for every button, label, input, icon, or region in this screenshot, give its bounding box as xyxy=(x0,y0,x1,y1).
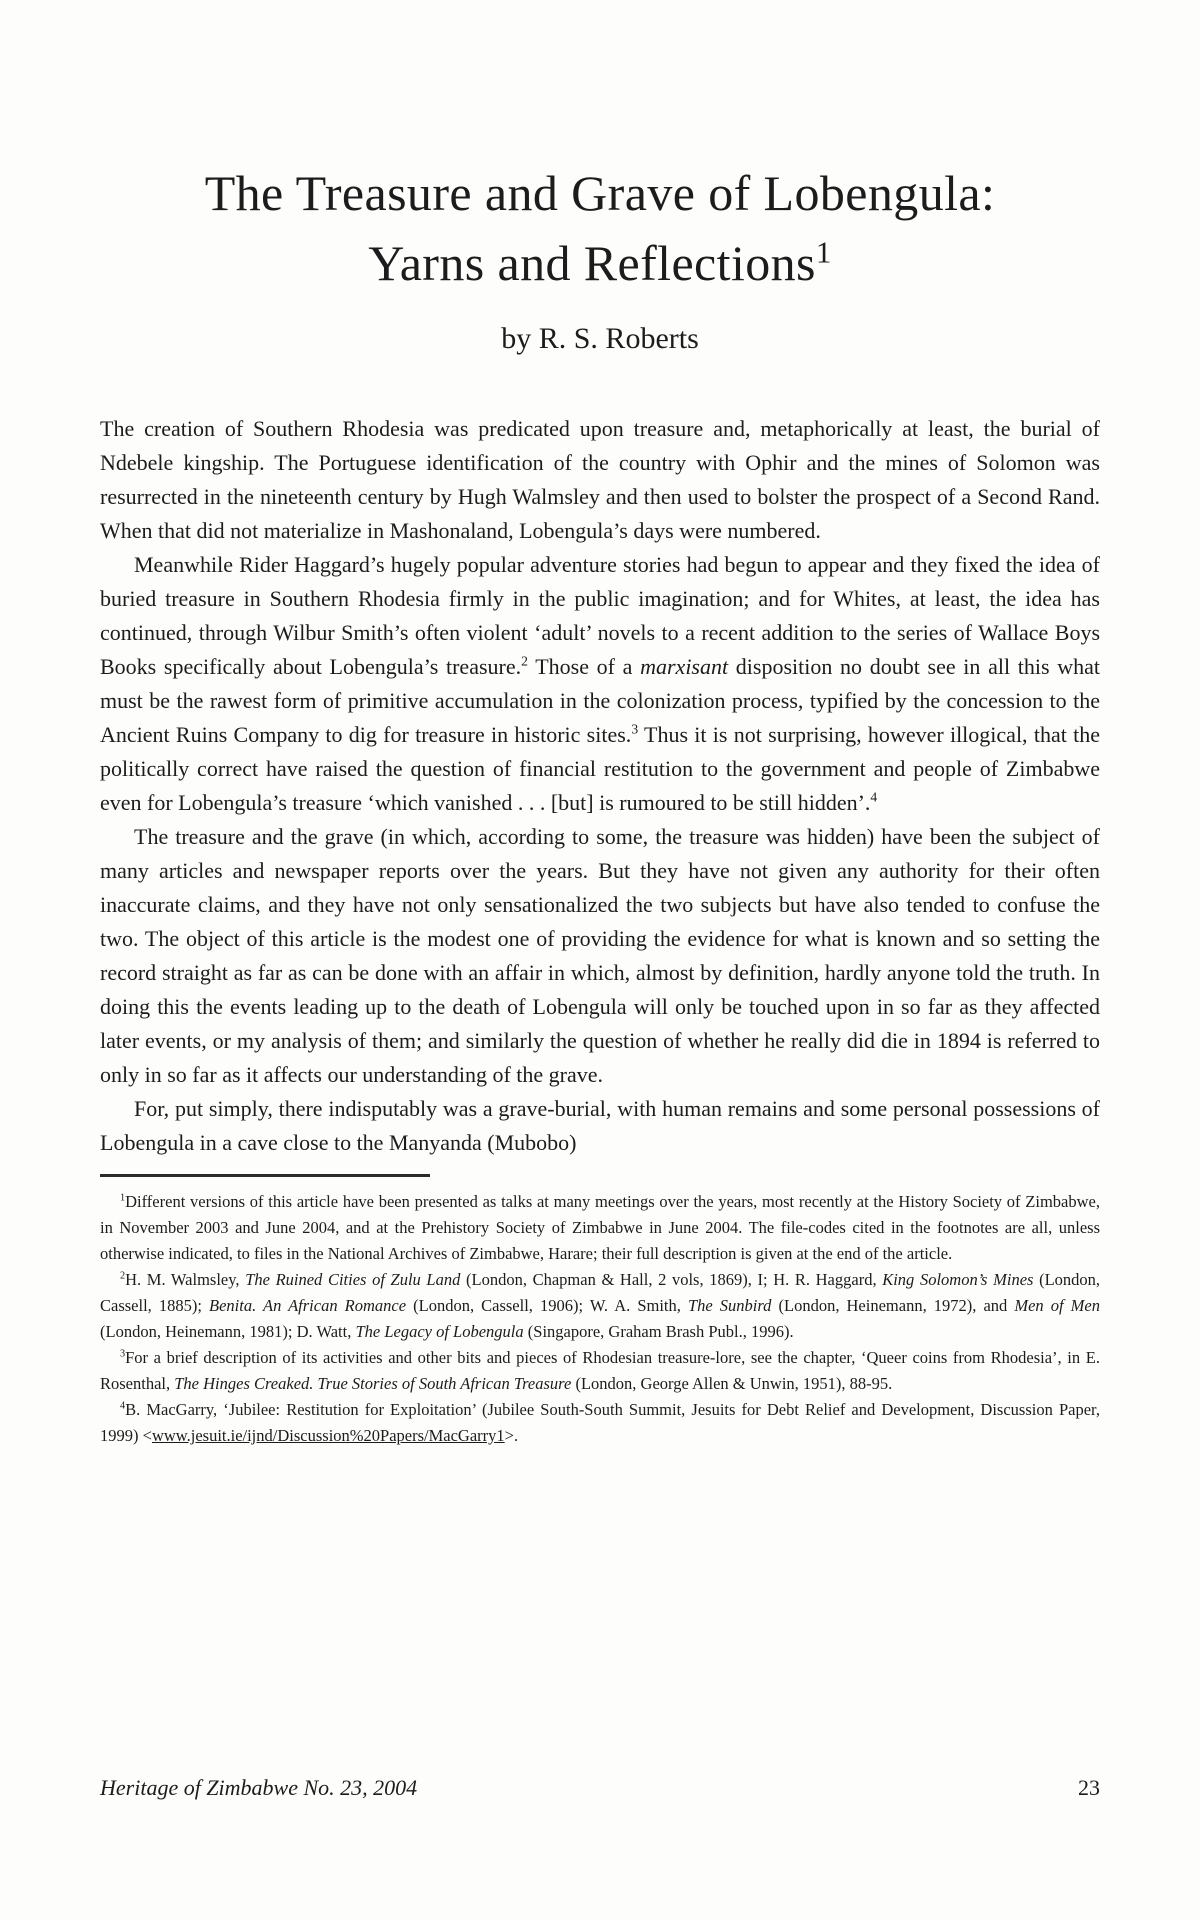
text-run: (London, Cassell, 1906); W. A. Smith, xyxy=(406,1296,688,1315)
text-run: For a brief description of its activities and other bits and pieces of Rhodesian treasure-lore, see the chapter, ‘Queer coins from Rhodesia’, in E. Rosenthal, xyxy=(100,1348,1100,1393)
text-run: 1 xyxy=(815,234,832,270)
footer-page-number: 23 xyxy=(1078,1775,1100,1800)
footer-journal-title: Heritage of Zimbabwe No. 23, 2004 xyxy=(100,1775,418,1800)
text-run: 3 xyxy=(120,1348,126,1360)
byline: by R. S. Roberts xyxy=(501,322,699,355)
text-run: The treasure and the grave (in which, according to some, the treasure was hidden) have been the subject of many articles and newspaper reports over the years. But they have not given any authority for their often inaccurate claims, and they have not only sensationalized the two subjects but have also tended to confuse the two. The object of this article is the modest one of providing the evidence for what is known and so setting the record straight as far as can be done with an affair in which, almost by definition, hardly anyone told the truth. In doing this the events leading up to the death of Lobengula will only be touched upon in so far as they affected later events, or my analysis of them; and similarly the question of whether he really did die in 1894 is referred to only in so far as it affects our understanding of the grave. xyxy=(100,824,1100,1087)
text-run: The Legacy of Lobengula xyxy=(355,1322,524,1341)
body-paragraph xyxy=(100,412,1100,548)
text-run: The Ruined Cities of Zulu Land xyxy=(245,1270,461,1289)
text-run: (Singapore, Graham Brash Publ., 1996). xyxy=(523,1322,794,1341)
text-run: For, put simply, there indisputably was a grave-burial, with human remains and some personal possessions of Lobengula in a cave close to the Manyanda (Mubobo) xyxy=(100,1096,1100,1155)
text-run: (London, Heinemann, 1972), and xyxy=(771,1296,1015,1315)
footnote-4 xyxy=(100,1397,1100,1449)
text-run: (London, Heinemann, 1981); D. Watt, xyxy=(100,1322,356,1341)
body-paragraph xyxy=(100,548,1100,820)
text-run: >. xyxy=(504,1426,519,1445)
text-run: 1 xyxy=(120,1192,126,1204)
page-title xyxy=(100,0,1100,298)
text-run: marxisant xyxy=(640,654,729,679)
text-run: Thus it is not surprising, however illogical, that the politically correct have raised the question of financial restitution to the government and people of Zimbabwe even for Lobengula’s treasure ‘which vanished . . . [but] is rumoured to be still hidden’. xyxy=(100,722,1100,815)
text-run: disposition no doubt see in all this what must be the rawest form of primitive accumulation in the colonization process, typified by the concession to the Ancient Ruins Company to dig for treasure in historic sites. xyxy=(100,654,1100,747)
text-run: Different versions of this article have been presented as talks at many meetings over the years, most recently at the History Society of Zimbabwe, in November 2003 and June 2004, and at the Prehistory Society of Zimbabwe in June 2004. The file-codes cited in the footnotes are all, unless otherwise indicated, to files in the National Archives of Zimbabwe, Harare; their full description is given at the end of the article. xyxy=(100,1192,1100,1263)
footnote-3 xyxy=(100,1345,1100,1397)
text-run: 2 xyxy=(521,653,528,669)
text-run: Those of a xyxy=(527,654,641,679)
footnote-2 xyxy=(100,1267,1100,1345)
text-run: 4 xyxy=(120,1400,126,1412)
text-run: 3 xyxy=(631,721,639,737)
text-run: H. M. Walmsley, xyxy=(125,1270,246,1289)
text-run: (London, Cassell, 1885); xyxy=(100,1270,1101,1315)
footnotes-section xyxy=(100,1189,1100,1449)
footnote-url-link[interactable]: www.jesuit.ie/ijnd/Discussion%20Papers/MacGarry1 xyxy=(151,1426,505,1445)
title-line-2 xyxy=(100,228,1100,298)
text-run: Men of Men xyxy=(1014,1296,1100,1315)
text-run: The Sunbird xyxy=(687,1296,772,1315)
text-run: 4 xyxy=(870,789,878,805)
text-run: Yarns and Reflections xyxy=(368,235,816,291)
title-line-1: The Treasure and Grave of Lobengula: xyxy=(204,165,996,221)
text-run: (London, George Allen & Unwin, 1951), 88-95. xyxy=(571,1374,893,1393)
text-run: 2 xyxy=(120,1270,126,1282)
text-run: King Solomon’s Mines xyxy=(882,1270,1034,1289)
footnote-1 xyxy=(100,1189,1100,1267)
body-paragraph xyxy=(100,820,1100,1092)
footnote-separator xyxy=(100,1174,430,1177)
text-run: Benita. An African Romance xyxy=(209,1296,407,1315)
text-run: (London, Chapman & Hall, 2 vols, 1869), I; H. R. Haggard, xyxy=(460,1270,883,1289)
text-run: The creation of Southern Rhodesia was predicated upon treasure and, metaphorically at least, the burial of Ndebele kingship. The Portuguese identification of the country with Ophir and the mines of Solomon was resurrected in the nineteenth century by Hugh Walmsley and then used to bolster the prospect of a Second Rand. When that did not materialize in Mashonaland, Lobengula’s days were numbered. xyxy=(100,416,1100,543)
article-body xyxy=(100,412,1100,1160)
text-run: Meanwhile Rider Haggard’s hugely popular adventure stories had begun to appear and they fixed the idea of buried treasure in Southern Rhodesia firmly in the public imagination; and for Whites, at least, the idea has continued, through Wilbur Smith’s often violent ‘adult’ novels to a recent addition to the series of Wallace Boys Books specifically about Lobengula’s treasure. xyxy=(100,552,1100,679)
text-run: The Hinges Creaked. True Stories of South African Treasure xyxy=(174,1374,572,1393)
text-run: B. MacGarry, ‘Jubilee: Restitution for Exploitation’ (Jubilee South-South Summit, Jesuits for Debt Relief and Development, Discussion Paper, 1999) < xyxy=(100,1400,1100,1445)
page-footer xyxy=(100,1775,1100,1801)
body-paragraph xyxy=(100,1092,1100,1160)
